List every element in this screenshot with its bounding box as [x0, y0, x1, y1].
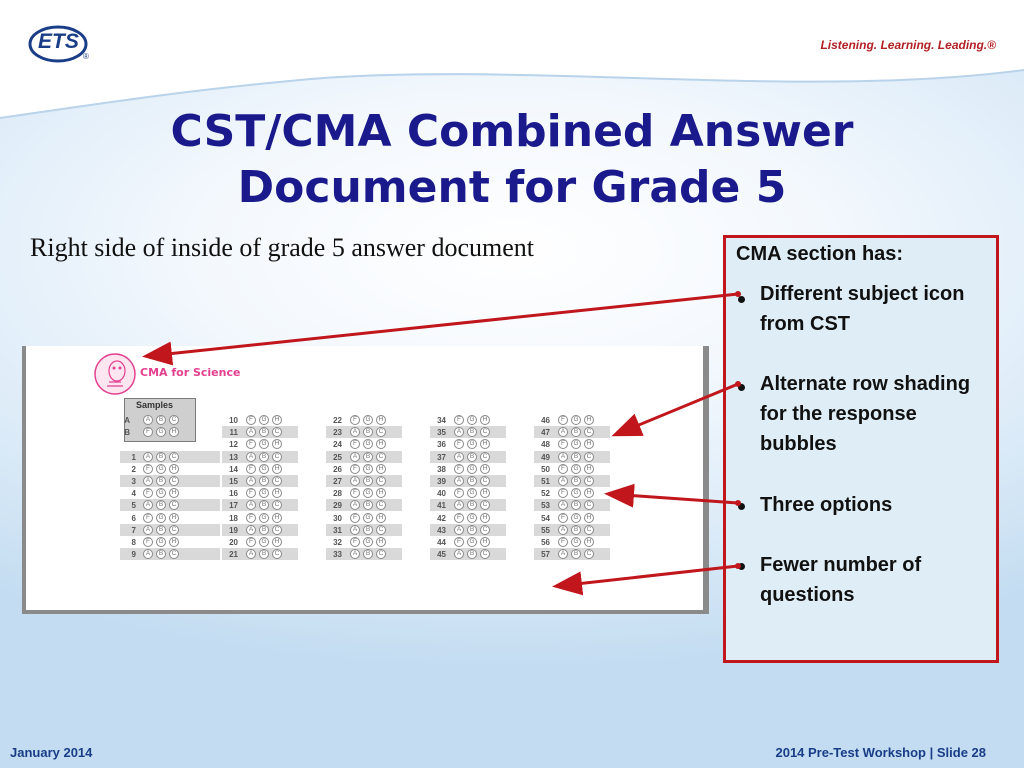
answer-bubble: B [156, 415, 166, 425]
answer-bubble: H [376, 488, 386, 498]
question-number: 6 [131, 513, 136, 523]
answer-bubble: H [480, 513, 490, 523]
question-number: 20 [229, 538, 238, 547]
question-number: 51 [541, 477, 550, 486]
answer-bubble: C [584, 500, 594, 510]
answer-bubble: G [156, 427, 166, 437]
answer-bubble: F [246, 464, 256, 474]
answer-bubble: A [350, 427, 360, 437]
answer-bubble: C [376, 549, 386, 559]
answer-bubble: G [571, 488, 581, 498]
answer-bubble: A [143, 415, 153, 425]
answer-bubble: C [480, 427, 490, 437]
answer-bubble: F [143, 537, 153, 547]
answer-bubble: B [467, 525, 477, 535]
answer-bubble: G [259, 488, 269, 498]
question-number: 1 [131, 452, 136, 462]
answer-bubble: B [467, 500, 477, 510]
answer-bubble: C [272, 500, 282, 510]
answer-bubble: G [259, 439, 269, 449]
question-number: 21 [229, 550, 238, 560]
question-number: 8 [131, 538, 136, 547]
answer-bubble: G [156, 488, 166, 498]
question-number: 57 [541, 550, 550, 560]
slide-title: CST/CMA Combined Answer Document for Grade 5 [170, 106, 854, 213]
question-number: 36 [437, 440, 446, 450]
logo-registered-mark: ® [83, 52, 89, 61]
question-number: 49 [541, 452, 550, 462]
answer-bubble: A [143, 549, 153, 559]
answer-bubble: F [350, 513, 360, 523]
question-number: 18 [229, 513, 238, 523]
answer-bubble: F [350, 537, 360, 547]
answer-bubble: G [259, 537, 269, 547]
answer-bubble: B [156, 476, 166, 486]
question-number: 30 [333, 513, 342, 523]
answer-bubble: A [558, 500, 568, 510]
answer-bubble: F [558, 537, 568, 547]
answer-bubble: A [350, 500, 360, 510]
answer-bubble: B [156, 525, 166, 535]
question-number: 37 [437, 452, 446, 462]
question-number: 10 [229, 416, 238, 425]
question-number: 50 [541, 464, 550, 474]
answer-bubble: G [363, 537, 373, 547]
answer-bubble: A [558, 427, 568, 437]
answer-bubble: F [454, 439, 464, 449]
question-number: 32 [333, 538, 342, 547]
answer-bubble: H [272, 513, 282, 523]
answer-bubble: A [246, 427, 256, 437]
callout-item: Three options [760, 494, 893, 516]
answer-bubble: G [259, 513, 269, 523]
answer-bubble: A [558, 525, 568, 535]
answer-bubble: B [571, 452, 581, 462]
answer-bubble: F [246, 415, 256, 425]
answer-bubble: A [454, 525, 464, 535]
question-number: 31 [333, 525, 342, 535]
answer-bubble: G [467, 439, 477, 449]
answer-bubble: A [246, 525, 256, 535]
question-number: 47 [541, 428, 550, 438]
answer-bubble: A [454, 452, 464, 462]
answer-bubble: A [143, 476, 153, 486]
bullet-icon [738, 503, 745, 510]
question-number: 34 [437, 416, 446, 425]
answer-bubble: C [584, 427, 594, 437]
answer-bubble: H [480, 488, 490, 498]
answer-bubble: C [169, 525, 179, 535]
answer-bubble: H [272, 537, 282, 547]
answer-bubble: C [272, 525, 282, 535]
answer-bubble: C [584, 476, 594, 486]
question-number: 22 [333, 416, 342, 425]
answer-bubble: A [350, 452, 360, 462]
answer-bubble: B [156, 452, 166, 462]
answer-bubble: G [571, 439, 581, 449]
answer-bubble: B [363, 452, 373, 462]
answer-bubble: C [480, 500, 490, 510]
answer-bubble: H [584, 537, 594, 547]
answer-bubble: C [376, 452, 386, 462]
answer-bubble: C [480, 525, 490, 535]
answer-bubble: H [376, 439, 386, 449]
answer-bubble: B [259, 500, 269, 510]
answer-bubble: B [571, 476, 581, 486]
answer-bubble: A [246, 476, 256, 486]
answer-bubble: A [350, 525, 360, 535]
answer-bubble: G [363, 464, 373, 474]
answer-bubble: G [156, 513, 166, 523]
answer-bubble: B [259, 427, 269, 437]
answer-bubble: H [169, 513, 179, 523]
question-number: 2 [131, 464, 136, 474]
answer-bubble: G [571, 513, 581, 523]
answer-bubble: C [169, 415, 179, 425]
answer-bubble: H [272, 439, 282, 449]
sample-label: B [124, 428, 130, 438]
answer-bubble: F [246, 513, 256, 523]
answer-bubble: C [272, 452, 282, 462]
question-number: 45 [437, 550, 446, 560]
answer-bubble: A [143, 452, 153, 462]
answer-bubble: F [558, 488, 568, 498]
question-number: 5 [131, 501, 136, 511]
answer-bubble: A [558, 476, 568, 486]
answer-bubble: H [480, 464, 490, 474]
question-number: 3 [131, 477, 136, 486]
answer-bubble: H [584, 488, 594, 498]
answer-bubble: G [363, 439, 373, 449]
logo-text: ETS [38, 30, 79, 53]
question-number: 17 [229, 501, 238, 511]
answer-bubble: G [467, 464, 477, 474]
question-number: 23 [333, 428, 342, 438]
question-number: 35 [437, 428, 446, 438]
answer-bubble: H [272, 415, 282, 425]
question-number: 53 [541, 501, 550, 511]
answer-bubble: B [571, 500, 581, 510]
answer-bubble: H [584, 439, 594, 449]
answer-bubble: C [272, 476, 282, 486]
footer-slide-info: 2014 Pre-Test Workshop | Slide 28 [775, 745, 986, 760]
question-number: 19 [229, 525, 238, 535]
answer-bubble: H [169, 537, 179, 547]
question-number: 41 [437, 501, 446, 511]
question-number: 4 [131, 489, 136, 499]
question-number: 27 [333, 477, 342, 486]
footer-date: January 2014 [10, 745, 93, 760]
answer-bubble: H [169, 464, 179, 474]
answer-bubble: A [246, 500, 256, 510]
answer-bubble: G [363, 513, 373, 523]
answer-bubble: B [156, 549, 166, 559]
answer-bubble: A [454, 476, 464, 486]
answer-bubble: C [480, 549, 490, 559]
answer-bubble: H [584, 464, 594, 474]
answer-bubble: B [363, 500, 373, 510]
answer-bubble: B [363, 476, 373, 486]
answer-bubble: F [350, 464, 360, 474]
answer-bubble: C [272, 549, 282, 559]
answer-bubble: C [584, 452, 594, 462]
answer-bubble: G [467, 537, 477, 547]
answer-bubble: H [376, 464, 386, 474]
answer-bubble: C [376, 476, 386, 486]
answer-bubble: B [259, 476, 269, 486]
answer-bubble: G [363, 415, 373, 425]
answer-bubble: G [571, 537, 581, 547]
bullet-icon [738, 296, 745, 303]
answer-bubble: B [156, 500, 166, 510]
answer-bubble: C [272, 427, 282, 437]
answer-bubble: F [143, 464, 153, 474]
question-number: 48 [541, 440, 550, 450]
answer-bubble: A [454, 427, 464, 437]
answer-bubble: B [467, 452, 477, 462]
answer-bubble: B [467, 427, 477, 437]
answer-bubble: H [480, 439, 490, 449]
question-number: 44 [437, 538, 446, 547]
question-number: 14 [229, 464, 238, 474]
answer-bubble: B [571, 427, 581, 437]
question-number: 55 [541, 525, 550, 535]
answer-bubble: F [454, 537, 464, 547]
answer-bubble: F [558, 464, 568, 474]
question-number: 26 [333, 464, 342, 474]
answer-bubble: G [467, 513, 477, 523]
answer-bubble: C [376, 427, 386, 437]
answer-bubble: G [259, 415, 269, 425]
question-number: 25 [333, 452, 342, 462]
answer-bubble: G [156, 537, 166, 547]
bullet-icon [738, 563, 745, 570]
answer-bubble: F [350, 488, 360, 498]
answer-bubble: A [143, 525, 153, 535]
callout-item: Fewer number of questions [760, 554, 922, 606]
callout-item: Different subject icon from CST [760, 283, 965, 335]
answer-bubble: F [454, 415, 464, 425]
answer-bubble: H [169, 427, 179, 437]
answer-bubble: G [571, 415, 581, 425]
answer-bubble: C [480, 476, 490, 486]
answer-bubble: G [259, 464, 269, 474]
answer-bubble: G [467, 415, 477, 425]
answer-bubble: H [376, 415, 386, 425]
answer-bubble: F [350, 439, 360, 449]
answer-bubble: B [259, 549, 269, 559]
samples-label: Samples [136, 400, 174, 410]
question-number: 29 [333, 501, 342, 511]
answer-bubble: A [454, 500, 464, 510]
answer-bubble: F [246, 488, 256, 498]
answer-bubble: A [350, 549, 360, 559]
question-number: 7 [131, 525, 136, 535]
answer-bubble: F [143, 488, 153, 498]
answer-bubble: C [169, 476, 179, 486]
question-number: 42 [437, 513, 446, 523]
answer-bubble: H [272, 488, 282, 498]
answer-bubble: F [350, 415, 360, 425]
question-number: 13 [229, 452, 238, 462]
question-number: 43 [437, 525, 446, 535]
question-number: 9 [131, 550, 136, 560]
answer-bubble: C [584, 549, 594, 559]
answer-bubble: B [363, 427, 373, 437]
answer-bubble: B [467, 476, 477, 486]
answer-bubble: B [571, 549, 581, 559]
answer-bubble: C [376, 525, 386, 535]
answer-bubble: B [363, 525, 373, 535]
answer-bubble: H [584, 415, 594, 425]
answer-bubble: F [454, 488, 464, 498]
science-mascot-icon [93, 352, 137, 396]
answer-bubble: F [454, 464, 464, 474]
section-title: CMA for Science [140, 366, 241, 379]
answer-bubble: G [467, 488, 477, 498]
answer-bubble: H [480, 415, 490, 425]
question-number: 24 [333, 440, 342, 450]
answer-bubble: H [376, 537, 386, 547]
callout-item: Alternate row shading for the response bubbles [760, 373, 971, 455]
answer-bubble: H [480, 537, 490, 547]
answer-bubble: C [169, 500, 179, 510]
question-number: 15 [229, 477, 238, 486]
question-number: 28 [333, 489, 342, 499]
answer-bubble: H [169, 488, 179, 498]
answer-bubble: F [558, 513, 568, 523]
question-number: 52 [541, 489, 550, 499]
answer-bubble: B [571, 525, 581, 535]
answer-bubble: B [363, 549, 373, 559]
answer-bubble: A [143, 500, 153, 510]
answer-bubble: C [169, 549, 179, 559]
bullet-icon [738, 384, 745, 391]
sample-label: A [124, 416, 130, 425]
answer-bubble: F [558, 415, 568, 425]
answer-bubble: F [454, 513, 464, 523]
answer-bubble: A [246, 549, 256, 559]
answer-bubble: C [169, 452, 179, 462]
tagline: Listening. Learning. Leading.® [820, 38, 996, 52]
answer-bubble: C [480, 452, 490, 462]
answer-bubble: C [584, 525, 594, 535]
question-number: 39 [437, 477, 446, 486]
question-number: 16 [229, 489, 238, 499]
callout-heading: CMA section has: [736, 243, 904, 265]
answer-bubble: G [156, 464, 166, 474]
answer-bubble: H [584, 513, 594, 523]
answer-bubble: B [259, 525, 269, 535]
answer-bubble: H [376, 513, 386, 523]
answer-bubble: A [454, 549, 464, 559]
question-number: 12 [229, 440, 238, 450]
answer-bubble: H [272, 464, 282, 474]
answer-bubble: G [363, 488, 373, 498]
answer-bubble: F [143, 513, 153, 523]
question-number: 38 [437, 464, 446, 474]
answer-bubble: A [350, 476, 360, 486]
answer-bubble: C [376, 500, 386, 510]
slide-subtitle: Right side of inside of grade 5 answer document [30, 233, 534, 262]
question-number: 11 [229, 428, 238, 438]
question-number: 54 [541, 513, 550, 523]
answer-bubble: B [259, 452, 269, 462]
question-number: 40 [437, 489, 446, 499]
answer-bubble: G [571, 464, 581, 474]
answer-bubble: A [558, 549, 568, 559]
question-number: 56 [541, 538, 550, 547]
answer-bubble: A [246, 452, 256, 462]
answer-bubble: B [467, 549, 477, 559]
answer-bubble: A [558, 452, 568, 462]
answer-bubble: F [246, 537, 256, 547]
answer-bubble: F [246, 439, 256, 449]
answer-bubble: F [143, 427, 153, 437]
answer-bubble: F [558, 439, 568, 449]
question-number: 33 [333, 550, 342, 560]
question-number: 46 [541, 416, 550, 425]
